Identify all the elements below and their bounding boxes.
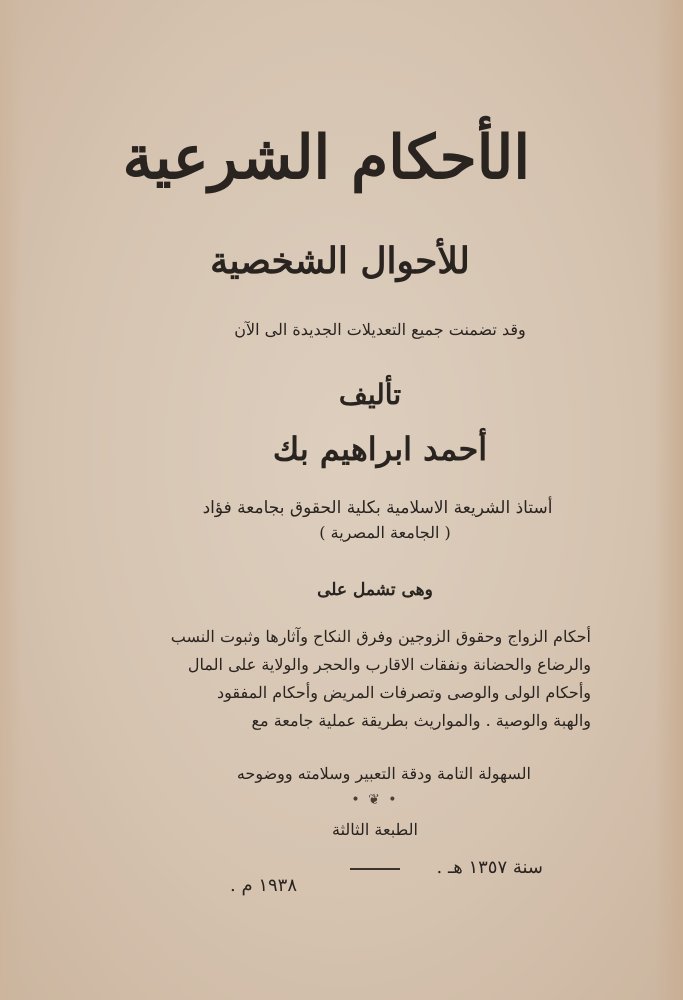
amendments-note: وقد تضمنت جميع التعديلات الجديدة الى الآن xyxy=(234,320,526,339)
contents-line: أحكام الزواج وحقوق الزوجين وفرق النكاح وآثارها وثبوت النسب xyxy=(170,627,591,646)
year-separator-dash xyxy=(350,868,400,870)
author-name: أحمد ابراهيم بك xyxy=(272,430,488,468)
edition-label: الطبعة الثالثة xyxy=(332,820,418,839)
book-subtitle: للأحوال الشخصية xyxy=(210,240,470,282)
contents-heading: وهى تشمل على xyxy=(317,580,433,600)
ornament-divider: • ❦ • xyxy=(351,792,399,808)
contents-line: السهولة التامة ودقة التعبير وسلامته ووضوحه xyxy=(236,764,531,783)
page-edge-shadow-left xyxy=(0,0,22,1000)
contents-line: والرضاع والحضانة ونفقات الاقارب والحجر والولاية على المال xyxy=(187,655,591,674)
authored-label: تأليف xyxy=(338,378,402,411)
book-title: الأحكام الشرعية xyxy=(122,123,530,193)
contents-line: وأحكام الولى والوصى وتصرفات المريض وأحكام المفقود xyxy=(217,683,591,702)
year-hijri: سنة ١٣٥٧ هـ . xyxy=(436,857,543,878)
year-gregorian: ١٩٣٨ م . xyxy=(230,875,297,896)
page-edge-shadow-right xyxy=(655,0,683,1000)
contents-line: والهبة والوصية . والمواريث بطريقة عملية جامعة مع xyxy=(251,711,591,730)
university-note: ( الجامعة المصرية ) xyxy=(319,523,451,542)
author-position: أستاذ الشريعة الاسلامية بكلية الحقوق بجامعة فؤاد xyxy=(202,498,553,518)
